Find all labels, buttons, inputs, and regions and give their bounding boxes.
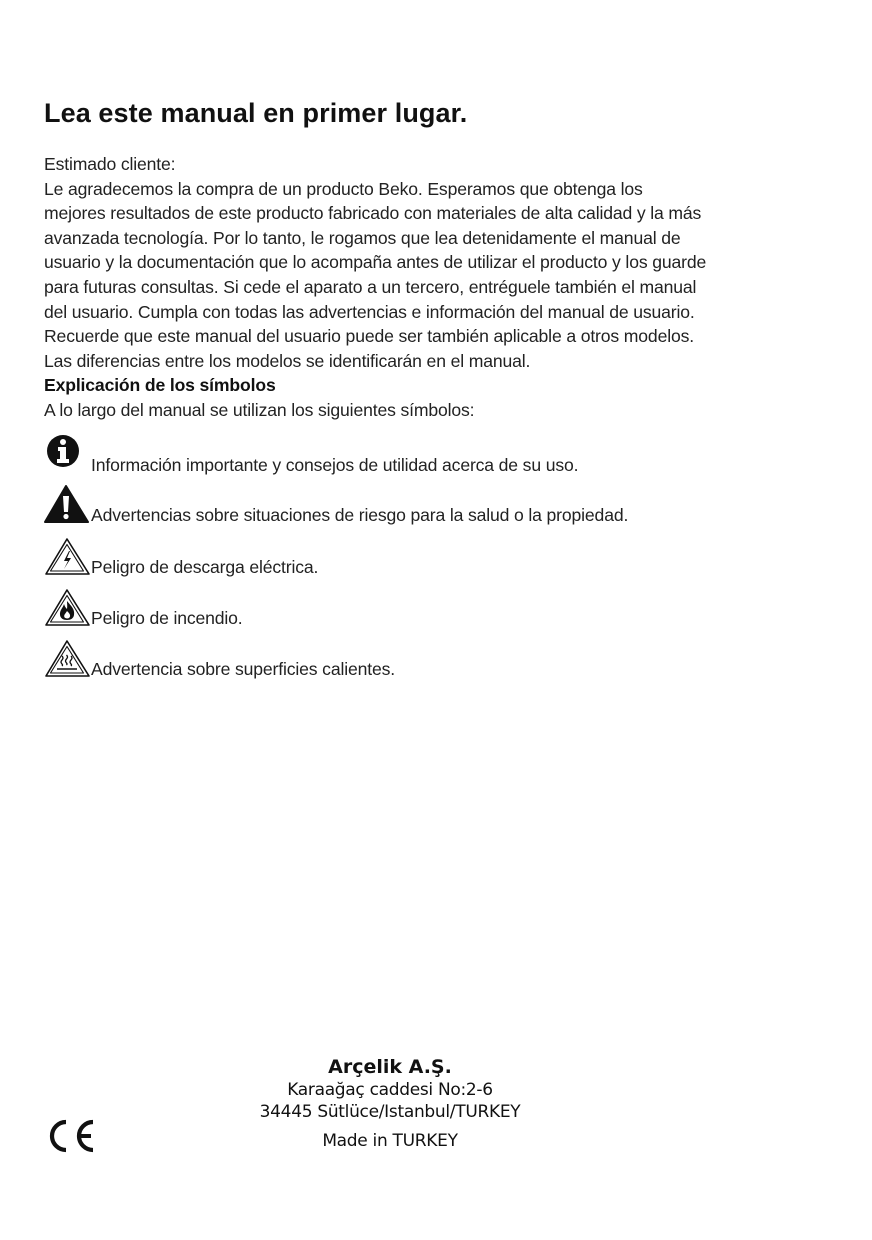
intro-paragraph — [44, 152, 834, 373]
address-line: 34445 Sütlüce/Istanbul/TURKEY — [259, 1102, 521, 1122]
symbol-item-hot-surface — [44, 638, 824, 682]
hot-surface-icon — [44, 638, 90, 680]
symbols-heading: Explicación de los símbolos — [44, 375, 276, 396]
intro-section — [44, 152, 834, 423]
symbol-text-electric: Peligro de descarga eléctrica. — [91, 557, 319, 577]
intro-line: Le agradecemos la compra de un producto Beko. Esperamos que obtenga los — [44, 178, 643, 199]
info-icon — [44, 434, 90, 476]
symbol-item-info — [44, 434, 824, 478]
intro-line: avanzada tecnología. Por lo tanto, le rogamos que lea detenidamente el manual de — [44, 227, 681, 248]
symbol-item-electric — [44, 536, 824, 580]
intro-line: mejores resultados de este producto fabricado con materiales de alta calidad y la más — [44, 203, 702, 224]
intro-line: del usuario. Cumpla con todas las advertencias e información del manual de usuario. — [44, 301, 695, 322]
symbol-text-info: Información importante y consejos de utilidad acerca de su uso. — [91, 455, 579, 475]
company-name: Arçelik A.Ş. — [328, 1056, 452, 1078]
symbol-text-warning: Advertencias sobre situaciones de riesgo para la salud o la propiedad. — [91, 505, 629, 525]
symbols-intro: A lo largo del manual se utilizan los siguientes símbolos: — [44, 399, 475, 420]
symbol-item-fire — [44, 587, 824, 631]
intro-line: usuario y la documentación que lo acompaña antes de utilizar el producto y los guarde — [44, 252, 707, 273]
address-line: Karaağaç caddesi No:2-6 — [287, 1080, 493, 1100]
page-title: Lea este manual en primer lugar. — [44, 98, 468, 128]
intro-line: Recuerde que este manual del usuario puede ser también aplicable a otros modelos. — [44, 326, 694, 347]
manufacturer-address — [230, 1055, 550, 1152]
symbol-item-warning — [44, 484, 824, 528]
warning-icon — [44, 484, 90, 526]
greeting: Estimado cliente: — [44, 154, 176, 174]
symbol-text-fire: Peligro de incendio. — [91, 608, 243, 628]
fire-hazard-icon — [44, 587, 90, 629]
electric-shock-icon — [44, 536, 90, 578]
made-in-label: Made in TURKEY — [322, 1131, 458, 1151]
intro-line: para futuras consultas. Si cede el aparato a un tercero, entréguele también el manual — [44, 276, 697, 297]
symbol-text-hot-surface: Advertencia sobre superficies calientes. — [91, 659, 396, 679]
intro-line: Las diferencias entre los modelos se identificarán en el manual. — [44, 350, 531, 371]
ce-mark-icon — [44, 1116, 96, 1156]
